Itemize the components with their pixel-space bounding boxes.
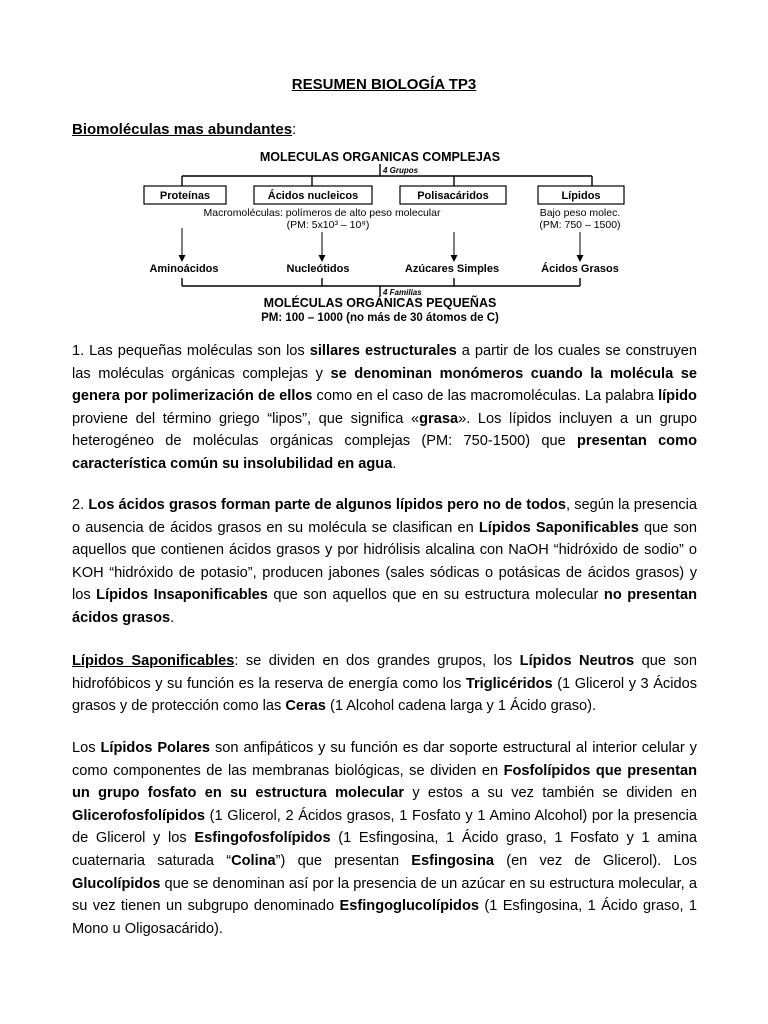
p1-text: proviene del término griego “lipos”, que significa « bbox=[72, 410, 420, 427]
p4-bold: Glicerofosfolípidos bbox=[72, 807, 205, 824]
section-heading-text: Biomoléculas mas abundantes bbox=[72, 121, 293, 138]
p1-bold: grasa bbox=[419, 410, 459, 427]
p1-bold: lípido bbox=[658, 388, 697, 405]
p2-bold: Los ácidos grasos forman parte de algunos lípidos pero no de todos bbox=[88, 497, 566, 513]
p1-bold: sillares estructurales bbox=[309, 343, 457, 359]
p1-bold: presentan como característica común su insolubilidad en agua bbox=[72, 433, 697, 472]
paragraph-1 bbox=[72, 340, 697, 476]
diagram-top-title: MOLECULAS ORGANICAS COMPLEJAS bbox=[259, 150, 501, 164]
p2-bold: Lípidos Insaponificables bbox=[96, 587, 268, 604]
p4-text: (1 Esfingosina, 1 Ácido graso, 1 Mono u Oligosacárido). bbox=[72, 898, 697, 937]
macro-note-line2: (PM: 5x10³ – 10⁹) bbox=[286, 219, 370, 231]
p1-text: 1. Las pequeñas moléculas son los bbox=[72, 343, 310, 359]
group-label-lipidos: Lípidos bbox=[561, 190, 601, 202]
diagram-bottom-subtitle: 4 Familias bbox=[383, 288, 422, 297]
biomolecules-diagram bbox=[140, 148, 628, 333]
p4-bold: Glucolípidos bbox=[72, 875, 161, 892]
p3-bold: Triglicéridos bbox=[465, 675, 553, 692]
group-label-acidos-nucleicos: Ácidos nucleicos bbox=[267, 190, 359, 202]
biomolecules-diagram-svg bbox=[140, 148, 628, 328]
p4-text: que se denominan así por la presencia de un azúcar en su estructura molecular, a su vez tienen un subgrupo denominado bbox=[72, 875, 697, 915]
p4-bold: Lípidos Polares bbox=[100, 740, 211, 756]
p2-text: . bbox=[170, 609, 175, 626]
paragraph-3 bbox=[72, 650, 697, 718]
group-label-proteinas: Proteínas bbox=[159, 190, 211, 202]
p4-bold: Esfingofosfolípidos bbox=[194, 830, 331, 847]
p3-bold: Lípidos Neutros bbox=[519, 653, 635, 669]
group-label-polisacaridos: Polisacáridos bbox=[417, 190, 489, 202]
p2-text: que son aquellos que contienen ácidos grasos y por hidrólisis alcalina con NaOH “hidróxido de sodio” o KOH “hidróxido de potasio”, producen jabones (sales sódicas o potásicas de ácidos grasos) y los bbox=[72, 519, 698, 604]
paragraph-4 bbox=[72, 737, 697, 940]
p3-bold: Ceras bbox=[285, 698, 326, 715]
p4-text: (1 Esfingosina, 1 Ácido graso, 1 Fosfato y 1 amina cuaternaria saturada “ bbox=[72, 830, 698, 869]
section-heading-colon: : bbox=[292, 121, 297, 138]
monomer-azucares-simples: Azúcares Simples bbox=[404, 263, 500, 275]
p3-text: que son hidrofóbicos y su función es la reserva de energía como los bbox=[72, 653, 697, 692]
p4-bold: Esfingosina bbox=[411, 852, 494, 869]
lipid-note-line2: (PM: 750 – 1500) bbox=[539, 219, 621, 231]
p1-bold: se denominan monómeros cuando la molécula se genera por polimerización de ellos bbox=[72, 365, 698, 405]
paragraph-2 bbox=[72, 494, 697, 630]
p2-text: que son aquellos que en su estructura molecular bbox=[267, 587, 604, 604]
p3-heading: Lípidos Saponificables bbox=[72, 653, 235, 669]
diagram-bottom-title: MOLÉCULAS ORGÁNICAS PEQUEÑAS bbox=[263, 296, 497, 310]
diagram-top-subtitle: 4 Grupos bbox=[383, 166, 419, 175]
p1-text: como en el caso de las macromoléculas. La palabra bbox=[312, 388, 659, 405]
p1-text: . bbox=[392, 455, 397, 472]
p4-text: ”) que presentan bbox=[275, 852, 412, 869]
p1-text: ». Los lípidos incluyen a un grupo heterogéneo de moléculas orgánicas complejas (PM: 750-1500) que bbox=[72, 410, 697, 450]
p2-text: 2. bbox=[72, 497, 89, 513]
p4-bold: Esfingoglucolípidos bbox=[339, 898, 479, 915]
p4-bold: Colina bbox=[231, 852, 276, 869]
p3-text: : se dividen en dos grandes grupos, los bbox=[234, 653, 520, 669]
monomer-acidos-grasos: Ácidos Grasos bbox=[541, 263, 619, 275]
p4-text: son anfipáticos y su función es dar soporte estructural al interior celular y como componentes de las membranas biológicas, se dividen en bbox=[72, 740, 697, 779]
macro-note-line1: Macromoléculas: polímeros de alto peso molecular bbox=[203, 207, 441, 219]
section-heading bbox=[72, 121, 296, 138]
p4-text: (1 Glicerol, 2 Ácidos grasos, 1 Fosfato y 1 Amino Alcohol) por la presencia de Glicerol y los bbox=[72, 807, 697, 847]
p2-bold: no presentan ácidos grasos bbox=[72, 587, 697, 626]
p2-text: , según la presencia o ausencia de ácidos grasos en su molécula se clasifican en bbox=[72, 497, 697, 536]
p4-bold: Fosfolípidos que presentan un grupo fosfato en su estructura molecular bbox=[72, 762, 698, 802]
monomer-nucleotidos: Nucleótidos bbox=[286, 263, 350, 275]
p3-text: (1 Alcohol cadena larga y 1 Ácido graso). bbox=[325, 698, 597, 715]
p4-text: Los bbox=[72, 740, 101, 756]
p1-text: a partir de los cuales se construyen las moléculas orgánicas complejas y bbox=[72, 343, 697, 382]
monomer-aminoacidos: Aminoácidos bbox=[149, 263, 219, 275]
diagram-bottom-note: PM: 100 – 1000 (no más de 30 átomos de C) bbox=[261, 312, 499, 324]
p4-text: y estos a su vez también se dividen en bbox=[404, 785, 697, 802]
lipid-note-line1: Bajo peso molec. bbox=[539, 207, 621, 219]
p4-text: (en vez de Glicerol). Los bbox=[494, 852, 697, 869]
p2-bold: Lípidos Saponificables bbox=[478, 519, 639, 536]
page-title: RESUMEN BIOLOGÍA TP3 bbox=[291, 76, 477, 93]
p3-text: (1 Glicerol y 3 Ácidos grasos y de protección como las bbox=[72, 675, 697, 715]
